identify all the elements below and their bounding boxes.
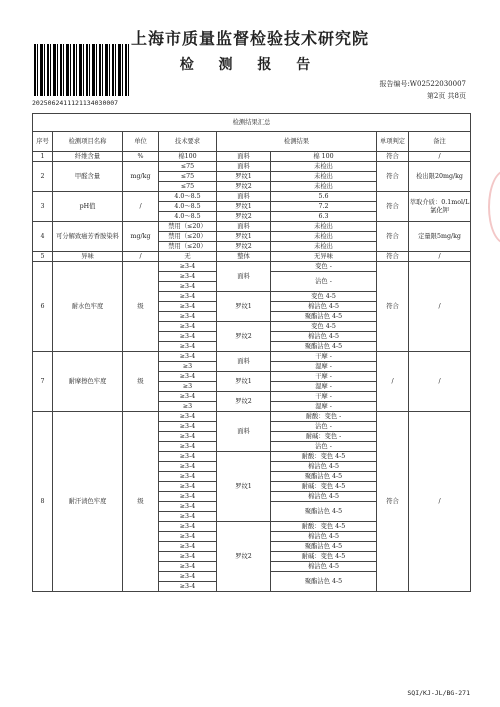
requirement: ≥3-4 bbox=[159, 342, 217, 352]
unit: 级 bbox=[123, 262, 159, 352]
result-value: 沾色 - bbox=[271, 442, 377, 452]
header-result: 检测结果 bbox=[217, 132, 377, 152]
result-value: 棉沾色 4-5 bbox=[271, 332, 377, 342]
requirement: ≥3-4 bbox=[159, 512, 217, 522]
barcode-image bbox=[34, 44, 129, 96]
remark: 定量限5mg/kg bbox=[409, 222, 471, 252]
requirement: ≥3-4 bbox=[159, 522, 217, 532]
result-value: 棉 100 bbox=[271, 152, 377, 162]
position: 面料 bbox=[217, 192, 271, 202]
position: 罗纹1 bbox=[217, 452, 271, 522]
requirement: ≥3-4 bbox=[159, 542, 217, 552]
result-value: 聚酯沾色 4-5 bbox=[271, 502, 377, 522]
requirement: ≤75 bbox=[159, 172, 217, 182]
barcode-number: 2025062411121134030007 bbox=[32, 99, 119, 107]
unit: / bbox=[123, 192, 159, 222]
unit: 级 bbox=[123, 352, 159, 412]
result-value: 变色 - bbox=[271, 262, 377, 272]
page-info: 第2页 共8页 bbox=[426, 92, 466, 100]
position: 罗纹2 bbox=[217, 392, 271, 412]
requirement: ≥3-4 bbox=[159, 562, 217, 572]
result-value: 聚酯沾色 4-5 bbox=[271, 472, 377, 482]
result-value: 聚酯沾色 4-5 bbox=[271, 542, 377, 552]
requirement: ≥3-4 bbox=[159, 262, 217, 272]
position: 罗纹2 bbox=[217, 322, 271, 352]
requirement: ≥3-4 bbox=[159, 482, 217, 492]
position: 面料 bbox=[217, 412, 271, 452]
requirement: ≥3-4 bbox=[159, 432, 217, 442]
result-value: 棉沾色 4-5 bbox=[271, 462, 377, 472]
requirement: ≥3 bbox=[159, 382, 217, 392]
requirement: ≥3-4 bbox=[159, 502, 217, 512]
position: 面料 bbox=[217, 222, 271, 232]
row-no: 2 bbox=[33, 162, 53, 192]
item-name: 异味 bbox=[53, 252, 123, 262]
result-value: 干摩 - bbox=[271, 372, 377, 382]
result-value: 聚酯沾色 4-5 bbox=[271, 312, 377, 322]
requirement: ≥3-4 bbox=[159, 372, 217, 382]
requirement: ≥3-4 bbox=[159, 312, 217, 322]
seal-stamp bbox=[488, 170, 500, 244]
header-verdict: 单项判定 bbox=[377, 132, 409, 152]
requirement: ≥3-4 bbox=[159, 392, 217, 402]
verdict: / bbox=[377, 352, 409, 412]
requirement: ≥3-4 bbox=[159, 572, 217, 582]
result-value: 耐酸：变色 4-5 bbox=[271, 522, 377, 532]
position: 罗纹2 bbox=[217, 242, 271, 252]
item-name: pH值 bbox=[53, 192, 123, 222]
position: 罗纹2 bbox=[217, 182, 271, 192]
result-value: 聚酯沾色 4-5 bbox=[271, 572, 377, 592]
table-caption: 检测结果汇总 bbox=[33, 114, 471, 132]
result-value: 耐酸：变色 4-5 bbox=[271, 452, 377, 462]
requirement: ≥3-4 bbox=[159, 352, 217, 362]
requirement: ≥3-4 bbox=[159, 332, 217, 342]
unit: mg/kg bbox=[123, 162, 159, 192]
result-value: 耐碱：变色 - bbox=[271, 432, 377, 442]
requirement: ≥3-4 bbox=[159, 282, 217, 292]
remark: / bbox=[409, 262, 471, 352]
requirement: 无 bbox=[159, 252, 217, 262]
result-value: 干摩 - bbox=[271, 352, 377, 362]
position: 面料 bbox=[217, 262, 271, 292]
requirement: ≥3-4 bbox=[159, 552, 217, 562]
result-value: 湿摩 - bbox=[271, 362, 377, 372]
result-value: 沾色 - bbox=[271, 422, 377, 432]
requirement: 禁用（≤20） bbox=[159, 222, 217, 232]
requirement: ≥3-4 bbox=[159, 492, 217, 502]
item-name: 耐汗渍色牢度 bbox=[53, 412, 123, 592]
position: 罗纹1 bbox=[217, 232, 271, 242]
requirement: ≥3-4 bbox=[159, 422, 217, 432]
remark: / bbox=[409, 252, 471, 262]
results-table bbox=[32, 113, 471, 592]
result-value: 未检出 bbox=[271, 172, 377, 182]
verdict: 符合 bbox=[377, 152, 409, 162]
requirement: ≥3-4 bbox=[159, 292, 217, 302]
position: 罗纹1 bbox=[217, 292, 271, 322]
header-req: 技术要求 bbox=[159, 132, 217, 152]
row-no: 4 bbox=[33, 222, 53, 252]
position: 整体 bbox=[217, 252, 271, 262]
requirement: ≥3 bbox=[159, 402, 217, 412]
header-item: 检测项目名称 bbox=[53, 132, 123, 152]
requirement: ≥3-4 bbox=[159, 442, 217, 452]
requirement: ≥3 bbox=[159, 362, 217, 372]
verdict: 符合 bbox=[377, 192, 409, 222]
requirement: ≤75 bbox=[159, 162, 217, 172]
requirement: 4.0～8.5 bbox=[159, 212, 217, 222]
item-name: 耐水色牢度 bbox=[53, 262, 123, 352]
item-name: 可分解致癌芳香胺染料 bbox=[53, 222, 123, 252]
position: 罗纹2 bbox=[217, 522, 271, 592]
requirement: ≥3-4 bbox=[159, 452, 217, 462]
unit: 级 bbox=[123, 412, 159, 592]
verdict: 符合 bbox=[377, 162, 409, 192]
requirement: ≥3-4 bbox=[159, 582, 217, 592]
position: 面料 bbox=[217, 162, 271, 172]
result-value: 未检出 bbox=[271, 242, 377, 252]
requirement: ≥3-4 bbox=[159, 302, 217, 312]
result-value: 沾色 - bbox=[271, 272, 377, 292]
item-name: 纤维含量 bbox=[53, 152, 123, 162]
requirement: ≥3-4 bbox=[159, 322, 217, 332]
remark: / bbox=[409, 152, 471, 162]
result-value: 变色 4-5 bbox=[271, 322, 377, 332]
requirement: ≥3-4 bbox=[159, 472, 217, 482]
footer-code: SQI/KJ-JL/BG-271 bbox=[407, 689, 470, 697]
row-no: 7 bbox=[33, 352, 53, 412]
verdict: 符合 bbox=[377, 412, 409, 592]
requirement: ≥3-4 bbox=[159, 412, 217, 422]
requirement: 禁用（≤20） bbox=[159, 232, 217, 242]
result-value: 未检出 bbox=[271, 222, 377, 232]
verdict: 符合 bbox=[377, 222, 409, 252]
position: 罗纹2 bbox=[217, 212, 271, 222]
row-no: 1 bbox=[33, 152, 53, 162]
verdict: 符合 bbox=[377, 262, 409, 352]
result-value: 6.3 bbox=[271, 212, 377, 222]
item-name: 甲醛含量 bbox=[53, 162, 123, 192]
result-value: 耐碱：变色 4-5 bbox=[271, 552, 377, 562]
report-title: 检 测 报 告 bbox=[179, 57, 321, 73]
requirement: ≤75 bbox=[159, 182, 217, 192]
remark: 检出限20mg/kg bbox=[409, 162, 471, 192]
result-value: 湿摩 - bbox=[271, 382, 377, 392]
unit: mg/kg bbox=[123, 222, 159, 252]
row-no: 6 bbox=[33, 262, 53, 352]
institute-title: 上海市质量监督检验技术研究院 bbox=[130, 29, 369, 48]
requirement: ≥3-4 bbox=[159, 532, 217, 542]
result-value: 棉沾色 4-5 bbox=[271, 492, 377, 502]
result-value: 棉沾色 4-5 bbox=[271, 532, 377, 542]
result-value: 未检出 bbox=[271, 182, 377, 192]
result-value: 变色 4-5 bbox=[271, 292, 377, 302]
position: 面料 bbox=[217, 352, 271, 372]
report-meta bbox=[379, 78, 466, 102]
result-value: 7.2 bbox=[271, 202, 377, 212]
verdict: 符合 bbox=[377, 252, 409, 262]
result-value: 棉沾色 4-5 bbox=[271, 302, 377, 312]
requirement: 禁用（≤20） bbox=[159, 242, 217, 252]
unit: / bbox=[123, 252, 159, 262]
result-value: 聚酯沾色 4-5 bbox=[271, 342, 377, 352]
requirement: 4.0～8.5 bbox=[159, 202, 217, 212]
header-remark: 备注 bbox=[409, 132, 471, 152]
result-value: 湿摩 - bbox=[271, 402, 377, 412]
row-no: 3 bbox=[33, 192, 53, 222]
requirement: ≥3-4 bbox=[159, 462, 217, 472]
requirement: 4.0～8.5 bbox=[159, 192, 217, 202]
unit: % bbox=[123, 152, 159, 162]
result-value: 耐酸：变色 - bbox=[271, 412, 377, 422]
position: 罗纹1 bbox=[217, 372, 271, 392]
result-value: 棉沾色 4-5 bbox=[271, 562, 377, 572]
report-number: 报告编号:W02522030007 bbox=[379, 80, 466, 88]
position: 罗纹1 bbox=[217, 202, 271, 212]
result-value: 未检出 bbox=[271, 232, 377, 242]
remark: / bbox=[409, 412, 471, 592]
result-value: 耐碱：变色 4-5 bbox=[271, 482, 377, 492]
position: 罗纹1 bbox=[217, 172, 271, 182]
result-value: 无异味 bbox=[271, 252, 377, 262]
row-no: 5 bbox=[33, 252, 53, 262]
position: 面料 bbox=[217, 152, 271, 162]
row-no: 8 bbox=[33, 412, 53, 592]
header-unit: 单位 bbox=[123, 132, 159, 152]
header-no: 序号 bbox=[33, 132, 53, 152]
remark: 萃取介质：0.1mol/L氯化钾 bbox=[409, 192, 471, 222]
result-value: 干摩 - bbox=[271, 392, 377, 402]
remark: / bbox=[409, 352, 471, 412]
item-name: 耐摩擦色牢度 bbox=[53, 352, 123, 412]
result-value: 5.6 bbox=[271, 192, 377, 202]
result-value: 未检出 bbox=[271, 162, 377, 172]
requirement: 棉100 bbox=[159, 152, 217, 162]
requirement: ≥3-4 bbox=[159, 272, 217, 282]
